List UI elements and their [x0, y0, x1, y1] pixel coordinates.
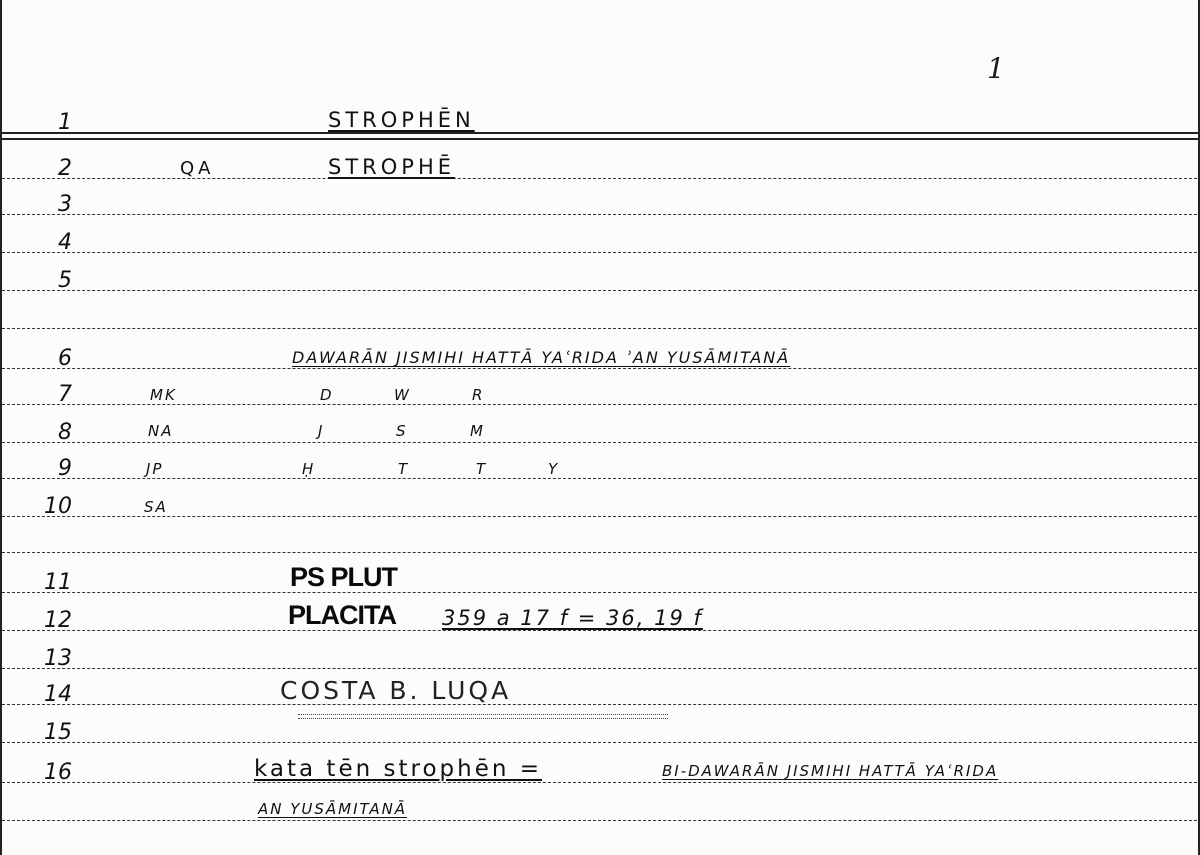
header-double-rule: [2, 132, 1200, 134]
manuscript-code: NA: [148, 422, 174, 440]
root-letter: M: [470, 422, 485, 440]
headword-variant: STROPHĒ: [328, 155, 456, 179]
root-letter: T: [476, 460, 488, 478]
dotted-underline: [298, 714, 668, 715]
root-letter: Ḥ: [302, 460, 316, 478]
ruled-line: [2, 478, 1200, 479]
arabic-phrase: DAWARĀN JISMIHI HATTĀ YAʿRIDA ʾAN YUSĀMITANĀ: [292, 348, 791, 367]
arabic-equivalent: BI-DAWARĀN JISMIHI HATTĀ YAʿRIDA: [662, 762, 999, 780]
line-number: 8: [58, 420, 72, 445]
work-stamp: PLACITA: [288, 600, 396, 630]
dotted-underline: [298, 718, 668, 719]
ruled-line: [2, 630, 1200, 631]
line-number: 16: [44, 760, 72, 785]
ruled-line: [2, 442, 1200, 443]
root-letter: S: [396, 422, 408, 440]
root-letter: W: [394, 386, 411, 404]
line-number: 2: [58, 156, 72, 181]
ruled-line: [2, 516, 1200, 517]
line-number: 14: [44, 682, 72, 707]
qa-tag: QA: [180, 158, 215, 179]
ruled-line: [2, 368, 1200, 369]
root-letter: J: [318, 422, 325, 440]
line-number: 15: [44, 720, 72, 745]
ruled-line: [2, 552, 1200, 553]
manuscript-code: MK: [150, 386, 177, 404]
source-stamp: PS PLUT: [290, 562, 398, 592]
ruled-line: [2, 704, 1200, 705]
ruled-line: [2, 404, 1200, 405]
line-number: 7: [58, 382, 72, 407]
line-number: 9: [58, 456, 72, 481]
line-number: 5: [58, 268, 72, 293]
root-letter: D: [320, 386, 334, 404]
root-letter: T: [398, 460, 410, 478]
ruled-line: [2, 214, 1200, 215]
translator-name: COSTA B. LUQA: [280, 676, 512, 705]
line-number: 6: [58, 346, 72, 371]
ruled-line: [2, 252, 1200, 253]
ruled-line: [2, 742, 1200, 743]
headword: STROPHĒN: [328, 108, 475, 132]
line-number: 10: [44, 494, 72, 519]
arabic-equivalent-continued: AN YUSĀMITANĀ: [258, 800, 408, 818]
line-number: 12: [44, 608, 72, 633]
page-reference: 359 a 17 f = 36, 19 f: [442, 606, 703, 630]
ruled-line: [2, 668, 1200, 669]
ruled-line: [2, 782, 1200, 783]
ruled-line: [2, 820, 1200, 821]
manuscript-code: JP: [146, 460, 164, 478]
line-number: 3: [58, 192, 72, 217]
manuscript-code: SA: [144, 498, 168, 516]
page-number: 1: [987, 52, 1005, 85]
ruled-line: [2, 328, 1200, 329]
ruled-line: [2, 290, 1200, 291]
greek-phrase: kata tēn strophēn =: [254, 756, 542, 782]
line-number: 4: [58, 230, 72, 255]
ruled-line: [2, 592, 1200, 593]
root-letter: Y: [548, 460, 560, 478]
line-number: 13: [44, 646, 72, 671]
root-letter: R: [472, 386, 485, 404]
line-number: 11: [44, 570, 72, 595]
line-number: 1: [58, 110, 72, 135]
